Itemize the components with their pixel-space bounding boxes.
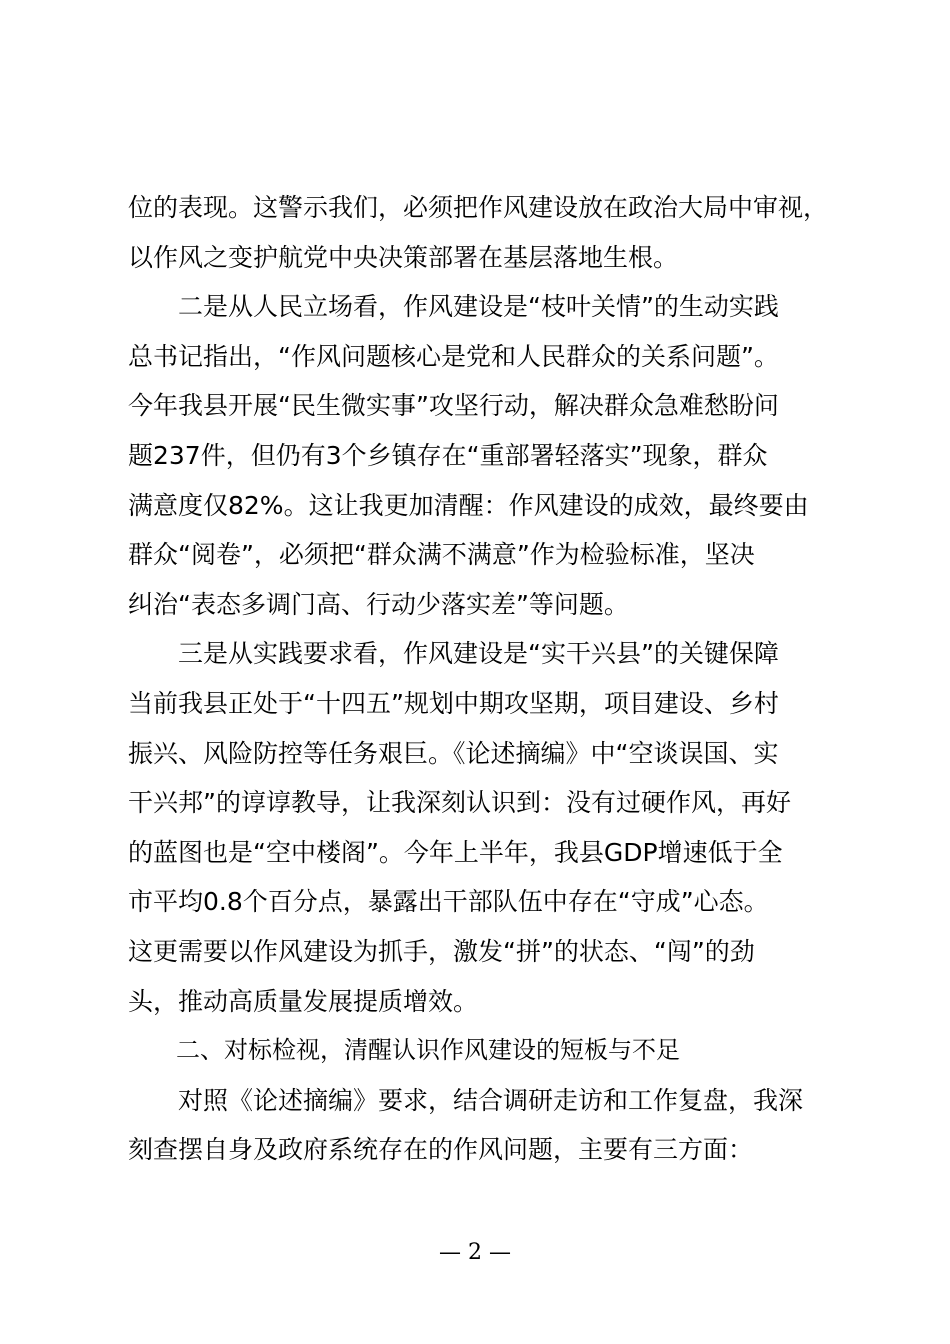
text-line: 今年我县开展“民生微实事”攻坚行动，解决群众急难愁盼问 [128, 391, 779, 421]
paragraph [128, 629, 834, 1026]
page-number: — 2 — [439, 1240, 511, 1265]
document-body [128, 183, 834, 1175]
text-line: 刻查摆自身及政府系统存在的作风问题，主要有三方面： [128, 1135, 754, 1165]
section-heading [128, 1026, 834, 1076]
text-line: 这更需要以作风建设为抓手，激发“拼”的状态、“闯”的劲 [128, 936, 755, 966]
text-line: 二是从人民立场看，作风建设是“枝叶关情”的生动实践 [178, 292, 779, 322]
paragraph [128, 183, 834, 282]
paragraph [128, 282, 834, 629]
text-line: 总书记指出，“作风问题核心是党和人民群众的关系问题”。 [128, 341, 779, 371]
text-line: 位的表现。这警示我们，必须把作风建设放在政治大局中审视， [128, 193, 829, 222]
text-line: 的蓝图也是“空中楼阁”。今年上半年，我县GDP增速低于全 [128, 837, 783, 867]
text-line: 三是从实践要求看，作风建设是“实干兴县”的关键保障 [178, 639, 779, 669]
text-line: 市平均0.8个百分点，暴露出干部队伍中存在“守成”心态。 [128, 887, 769, 917]
paragraph [128, 1076, 834, 1175]
text-line: 头，推动高质量发展提质增效。 [128, 986, 479, 1016]
text-line: 二、对标检视，清醒认识作风建设的短板与不足 [176, 1036, 680, 1065]
text-line: 以作风之变护航党中央决策部署在基层落地生根。 [128, 242, 679, 272]
text-line: 群众“阅卷”，必须把“群众满不满意”作为检验标准，坚决 [128, 540, 755, 570]
text-line: 纠治“表态多调门高、行动少落实差”等问题。 [128, 589, 629, 619]
text-line: 振兴、风险防控等任务艰巨。《论述摘编》中“空谈误国、实 [128, 738, 779, 768]
text-line: 对照《论述摘编》要求，结合调研走访和工作复盘，我深 [178, 1085, 804, 1115]
text-line: 干兴邦”的谆谆教导，让我深刻认识到：没有过硬作风，再好 [128, 788, 791, 818]
text-line: 满意度仅82%。这让我更加清醒：作风建设的成效，最终要由 [128, 490, 809, 520]
text-line: 题237件，但仍有3个乡镇存在“重部署轻落实”现象，群众 [128, 440, 768, 470]
text-line: 当前我县正处于“十四五”规划中期攻坚期，项目建设、乡村 [128, 688, 779, 718]
